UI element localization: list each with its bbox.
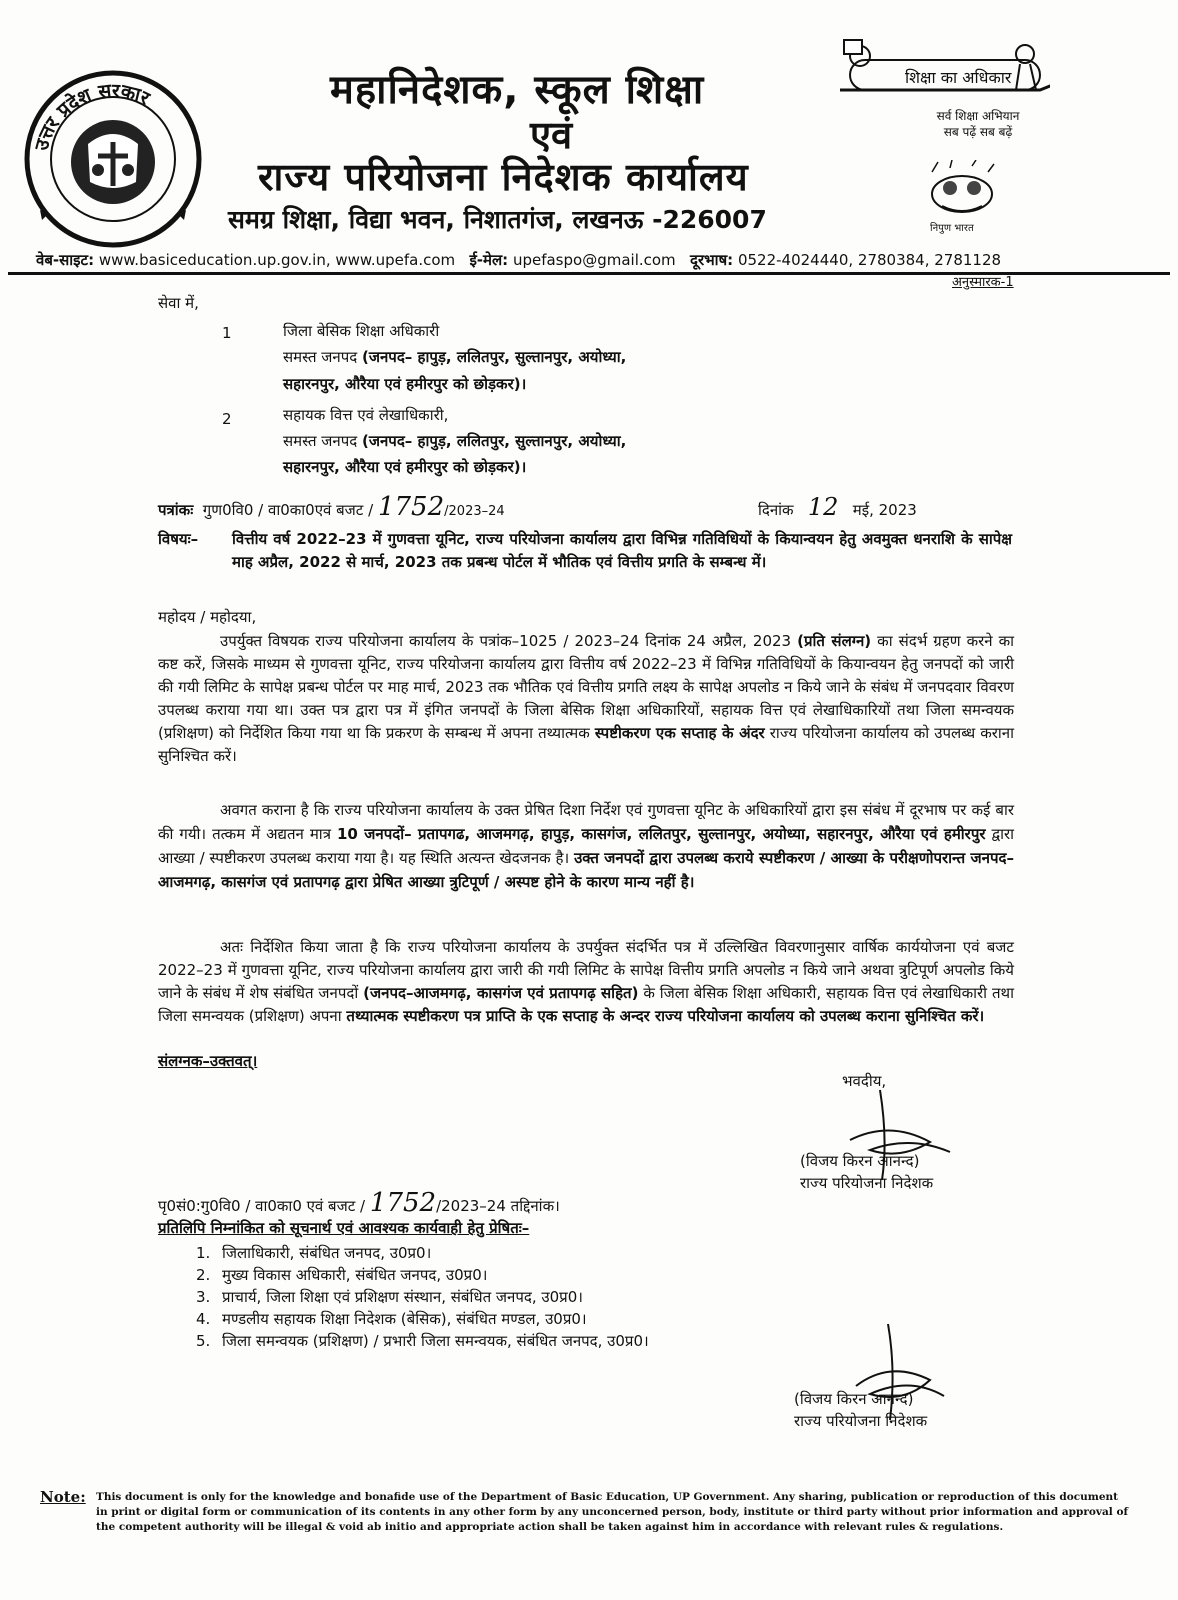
bhavdiya: भवदीय, xyxy=(842,1072,887,1090)
p1-deadline: स्पष्टीकरण एक सप्ताह के अंदर xyxy=(594,724,765,742)
subject-text: वित्तीय वर्ष 2022–23 में गुणवत्ता यूनिट, राज्य परियोजना कार्यालय द्वारा विभिन्न गतिविधियों के कियान्वयन हेतु अवमुक्त धनराशि के सापेक्ष माह अप्रैल, 2022 से मार्च, 2023 तक प्रबन्ध पोर्टल में भौतिक एवं वित्तीय प्रगति के सम्बन्ध में। xyxy=(232,530,1012,571)
list-item-number: 2. xyxy=(196,1266,211,1284)
list-item xyxy=(196,1308,649,1330)
signature-1-block xyxy=(800,1150,933,1194)
list-item xyxy=(196,1242,649,1264)
recipient-1-number: 1 xyxy=(222,324,232,342)
recipient-1-title: जिला बेसिक शिक्षा अधिकारी xyxy=(283,322,440,340)
note-text: This document is only for the knowledge and bonafide use of the Department of Basic Education, UP Government. Any sharing, publication or reproduction of this document in print or digital form or communication of its contents in any other form by any unconcerned person, body, institute or third party without prior information and approval of the competent authority will be illegal & void ab initio and appropriate action shall be taken against him in accordance with relevant rules & regulations. xyxy=(96,1491,1128,1533)
p3-instruction: तथ्यात्मक स्पष्टीकरण पत्र प्राप्ति के एक सप्ताह के अन्दर राज्य परियोजना कार्यालय को उपलब्ध कराना सुनिश्चित करें। xyxy=(346,1007,985,1025)
paragraph-1 xyxy=(158,630,1014,768)
nipun-logo xyxy=(922,160,1002,222)
copy-ref-number: 1752 xyxy=(369,1188,437,1218)
header-address: समग्र शिक्षा, विद्या भवन, निशातगंज, लखनऊ -226007 xyxy=(228,205,767,234)
list-item xyxy=(196,1286,649,1308)
recipient-2-number: 2 xyxy=(222,410,232,428)
ssa-slogan xyxy=(918,108,1038,140)
ssa-slogan-line2: सब पढ़ें सब बढ़ें xyxy=(943,125,1013,139)
header-title-1: महानिदेशक, स्कूल शिक्षा xyxy=(330,67,705,113)
signatory-name: (विजय किरन आनन्द) xyxy=(794,1390,914,1408)
list-item xyxy=(196,1264,649,1286)
website-links: www.basiceducation.up.gov.in, www.upefa.com xyxy=(98,251,456,269)
website-label: वेब-साइट: xyxy=(36,251,95,269)
reminder-label: अनुस्मारक-1 xyxy=(952,275,1014,290)
paragraph-2 xyxy=(158,798,1014,894)
list-item-number: 3. xyxy=(196,1288,211,1306)
recipient-1-line2 xyxy=(283,346,626,369)
signatory-designation: राज्य परियोजना निदेशक xyxy=(800,1174,934,1192)
header-title-2: एवं xyxy=(530,113,573,157)
p3-text-a: अतः निर्देशित किया जाता है कि राज्य परियोजना कार्यालय के उपर्युक्त संदर्भित पत्र में उल्लिखित विवरणानुसार वार्षिक कार्ययोजना एवं बजट 2022–23 में गुणवत्ता यूनिट, राज्य परियोजना कार्यालय द्वारा जारी की गयी लिमिट के सापेक्ष वित्तीय प्रगति अपलोड न किये जाने अथवा त्रुटिपूर्ण अपलोड किये जाने के संबंध में शेष संबंधित जनपदों xyxy=(158,938,1014,1002)
seva-label: सेवा में, xyxy=(158,294,199,312)
signatory-designation: राज्य परियोजना निदेशक xyxy=(794,1412,928,1430)
recipient-2-title: सहायक वित्त एवं लेखाधिकारी, xyxy=(283,406,449,424)
recipient-1-scope: समस्त जनपद xyxy=(283,348,362,366)
p1-text-c: का संदर्भ ग्रहण करने का कष्ट करें, जिसके माध्यम से गुणवत्ता यूनिट, राज्य परियोजना कार्यालय द्वारा वित्तीय वर्ष 2022–23 में विभिन्न गतिविधियों के कियान्वयन हेतु जनपदों को जारी की गयी लिमिट के सापेक्ष प्रबन्ध पोर्टल पर माह मार्च, 2023 तक भौतिक एवं वित्तीय प्रगति लक्ष्य के सापेक्ष अपलोड न किये जाने के संबंध में जनपदवार विवरण उपलब्ध कराया गया था। उक्त पत्र द्वारा पत्र में इंगित जनपदों के जिला बेसिक शिक्षा अधिकारियों, सहायक वित्त एवं लेखाधिकारियों तथा जिला समन्वयक (प्रशिक्षण) को निर्देशित किया गया था कि प्रकरण के सम्बन्ध में अपना तथ्यात्मक xyxy=(158,632,1014,742)
email-label: ई-मेल: xyxy=(469,251,509,269)
email-address: upefaspo@gmail.com xyxy=(512,251,676,269)
letter-reference xyxy=(158,492,505,523)
copy-reference xyxy=(158,1188,560,1218)
salutation: महोदय / महोदया, xyxy=(158,608,257,626)
list-item-number: 5. xyxy=(196,1332,211,1350)
paragraph-3 xyxy=(158,936,1014,1028)
list-item-number: 4. xyxy=(196,1310,211,1328)
p2-text-a: अवगत कराना है कि राज्य परियोजना कार्यालय के उक्त प्रेषित दिशा निर्देश एवं गुणवत्ता यूनिट के अधिकारियों द्वारा इस संबंध में दूरभाष पर कई बार की गयी। तत्कम में अद्यतन मात्र xyxy=(158,801,1014,843)
patrank-label: पत्रांकः xyxy=(158,501,194,519)
p2-text-c: द्वारा आख्या / स्पष्टीकरण उपलब्ध कराया गया है। यह स्थिति अत्यन्त खेदजनक है। xyxy=(158,825,1014,867)
patrank-number: 1752 xyxy=(377,492,445,522)
list-item-text: जिलाधिकारी, संबंधित जनपद, उ0प्र0। xyxy=(222,1244,432,1262)
signatory-name: (विजय किरन आनन्द) xyxy=(800,1152,920,1170)
seal-text: उत्तर प्रदेश सरकार xyxy=(30,79,153,153)
recipient-2-line3: सहारनपुर, औरैया एवं हमीरपुर को छोड़कर)। xyxy=(283,458,527,476)
list-item-number: 1. xyxy=(196,1244,211,1262)
recipient-1-exclusions: (जनपद– हापुड़, ललितपुर, सुल्तानपुर, अयोध्या, xyxy=(361,348,627,366)
patrank-year: /2023–24 xyxy=(444,504,505,519)
signature-2-block xyxy=(794,1388,927,1432)
copy-ref-year: /2023–24 तद्दिनांक। xyxy=(436,1197,560,1215)
ssa-title: शिक्षा का अधिकार xyxy=(905,68,1012,87)
copy-list xyxy=(196,1242,649,1352)
up-government-seal xyxy=(18,64,208,254)
phone-numbers: 0522-4024440, 2780384, 2781128 xyxy=(737,251,1002,269)
date-month-year: मई, 2023 xyxy=(852,501,917,519)
subject-label: विषयः– xyxy=(158,530,199,548)
recipient-2-line2 xyxy=(283,430,626,453)
nipun-bharat-label: निपुण भारत xyxy=(930,223,974,234)
p1-text-e: राज्य परियोजना कार्यालय को उपलब्ध कराना सुनिश्चित करें। xyxy=(158,724,1015,765)
p1-attachment-note: (प्रति संलग्न) xyxy=(797,632,872,650)
p3-text-c: के जिला बेसिक शिक्षा अधिकारी, सहायक वित्त एवं लेखाधिकारी तथा जिला समन्वयक (प्रशिक्षण) अपना xyxy=(158,984,1014,1025)
date-day: 12 xyxy=(807,493,839,521)
p2-rejection: उक्त जनपदों द्वारा उपलब्ध कराये स्पष्टीकरण / आख्या के परीक्षणोपरान्त जनपद–आजमगढ़, कासगंज एवं प्रतापगढ़ द्वारा प्रेषित आख्या त्रुटिपूर्ण / अस्पष्ट होने के कारण मान्य नहीं है। xyxy=(158,849,1014,891)
header-title-3: राज्य परियोजना निदेशक कार्यालय xyxy=(258,155,749,199)
patrank-text: गुण0वि0 / वा0का0एवं बजट / xyxy=(202,501,374,519)
list-item-text: मुख्य विकास अधिकारी, संबंधित जनपद, उ0प्र0। xyxy=(222,1266,488,1284)
date-label: दिनांक xyxy=(758,501,794,519)
p2-districts: 10 जनपदों– प्रतापगढ, आजमगढ़, हापुड़, कासगंज, ललितपुर, सुल्तानपुर, अयोध्या, सहारनपुर, औरैया एवं हमीरपुर xyxy=(336,825,986,843)
recipient-1-line3: सहारनपुर, औरैया एवं हमीरपुर को छोड़कर)। xyxy=(283,375,527,393)
ssa-slogan-line1: सर्व शिक्षा अभियान xyxy=(936,109,1020,123)
recipient-2-scope: समस्त जनपद xyxy=(283,432,362,450)
p1-text-a: उपर्युक्त विषयक राज्य परियोजना कार्यालय के पत्रांक–1025 / 2023–24 दिनांक 24 अप्रैल, 2023 xyxy=(220,632,798,650)
list-item xyxy=(196,1330,649,1352)
copy-ref-text: पृ0सं0:गु0वि0 / वा0का0 एवं बजट / xyxy=(158,1197,366,1215)
footer-note xyxy=(40,1490,1130,1535)
copy-heading: प्रतिलिपि निम्नांकित को सूचनार्थ एवं आवश्यक कार्यवाही हेतु प्रेषितः– xyxy=(158,1219,530,1237)
list-item-text: प्राचार्य, जिला शिक्षा एवं प्रशिक्षण संस्थान, संबंधित जनपद, उ0प्र0। xyxy=(222,1288,583,1306)
p3-districts: (जनपद–आजमगढ़, कासगंज एवं प्रतापगढ़ सहित) xyxy=(363,984,639,1002)
phone-label: दूरभाष: xyxy=(689,251,734,269)
contact-line xyxy=(36,250,1001,270)
letter-date xyxy=(758,493,917,522)
recipient-2-exclusions: (जनपद– हापुड़, ललितपुर, सुल्तानपुर, अयोध्या, xyxy=(361,432,627,450)
list-item-text: जिला समन्वयक (प्रशिक्षण) / प्रभारी जिला समन्वयक, संबंधित जनपद, उ0प्र0। xyxy=(222,1332,649,1350)
note-label: Note: xyxy=(40,1488,86,1506)
attachment-note: संलग्नक–उक्तवत्। xyxy=(158,1052,258,1070)
list-item-text: मण्डलीय सहायक शिक्षा निदेशक (बेसिक), संबंधित मण्डल, उ0प्र0। xyxy=(222,1310,587,1328)
